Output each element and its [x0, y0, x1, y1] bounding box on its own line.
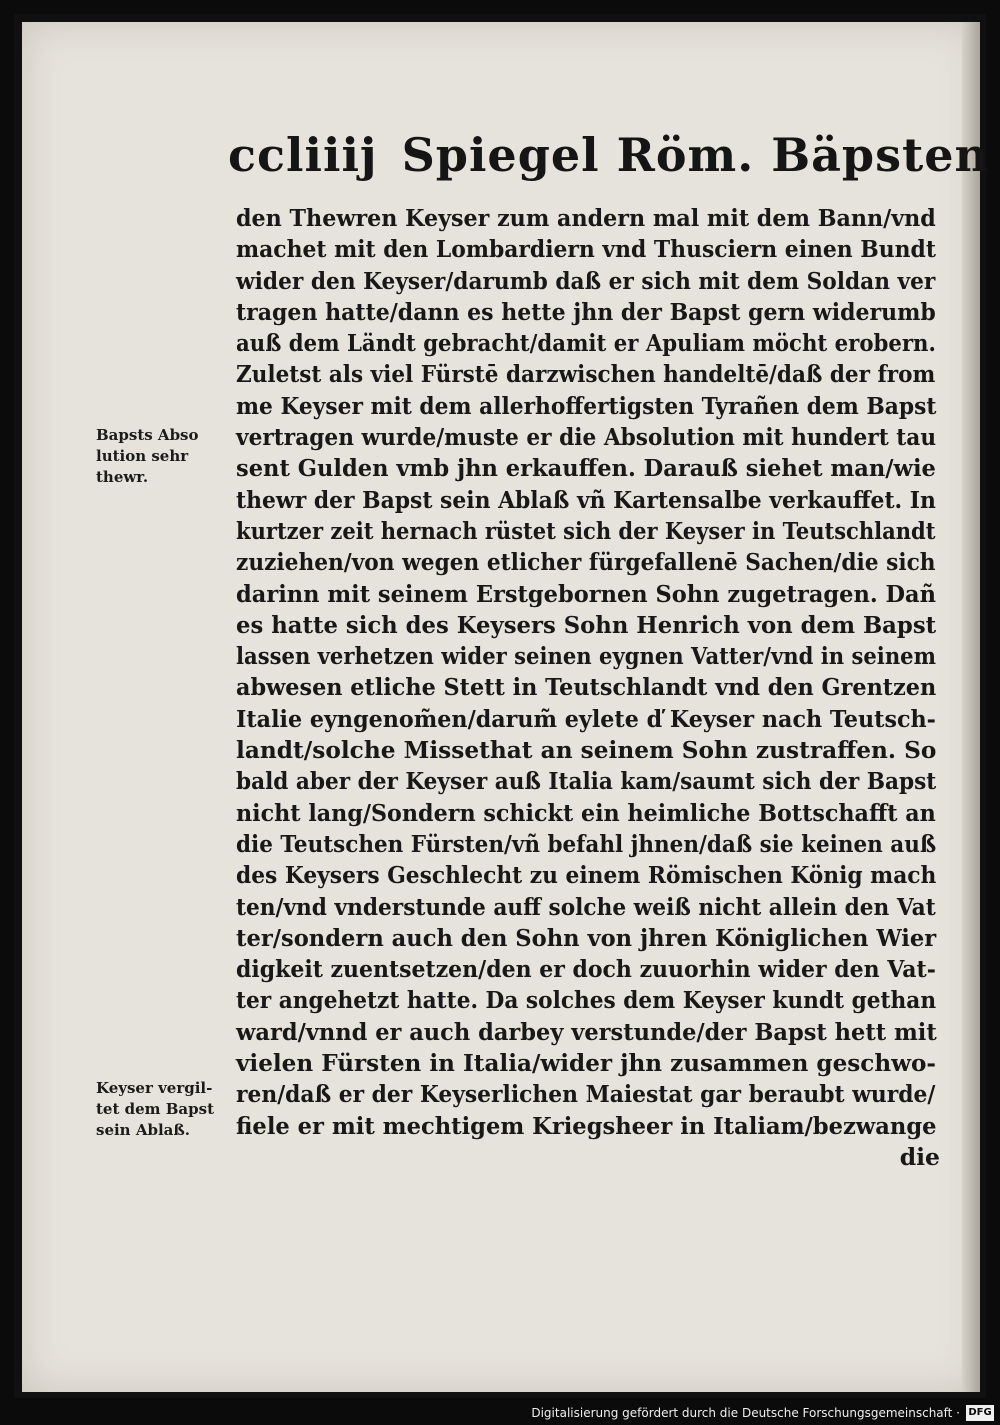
margin-note-line: Bapsts Abso — [96, 426, 199, 444]
margin-note-keyser — [96, 1078, 246, 1141]
text-line: ter/sondern auch den Sohn von jhren Königlichen Wier — [236, 923, 937, 952]
text-line: vielen Fürsten in Italia/wider jhn zusammen geschwo- — [236, 1049, 937, 1078]
digitization-credit: Digitalisierung gefördert durch die Deutsche Forschungsgemeinschaft · — [531, 1406, 960, 1420]
catchword: die — [899, 1142, 940, 1171]
footer-bar — [0, 1399, 1000, 1425]
margin-note-line: lution sehr — [96, 447, 189, 465]
text-line: thewr der Bapst sein Ablaß vñ Kartensalbe verkauffet. In — [236, 485, 936, 514]
text-line: Italie eyngenom̃en/darum̃ eylete ď Keyser nach Teutsch- — [236, 704, 936, 733]
text-line: me Keyser mit dem allerhoffertigsten Tyrañen dem Bapst — [236, 391, 937, 420]
text-line: ward/vnnd er auch darbey verstunde/der Bapst hett mit — [236, 1017, 937, 1046]
text-line: nicht lang/Sondern schickt ein heimliche Bottschafft an — [236, 798, 936, 827]
text-line: bald aber der Keyser auß Italia kam/saumt sich der Bapst — [236, 767, 937, 796]
text-line: es hatte sich des Keysers Sohn Henrich von dem Bapst — [236, 610, 937, 639]
dfg-logo: DFG — [966, 1405, 994, 1421]
body-text — [236, 203, 940, 1173]
text-line: ten/vnd vnderstunde auff solche weiß nicht allein den Vat — [236, 892, 936, 921]
text-line: abwesen etliche Stett in Teutschlandt vnd den Grentzen — [236, 673, 937, 702]
page-edge — [962, 22, 980, 1392]
margin-note-line: sein Ablaß. — [96, 1121, 190, 1139]
running-title: Spiegel Röm. Bäpsten — [401, 128, 989, 182]
text-line: ren/daß er der Keyserlichen Maiestat gar beraubt wurde/ — [236, 1080, 936, 1109]
text-line: des Keysers Geschlecht zu einem Römischen König mach — [236, 861, 937, 890]
text-line: darinn mit seinem Erstgebornen Sohn zugetragen. Dañ — [236, 579, 937, 608]
text-line: machet mit den Lombardiern vnd Thusciern einen Bundt — [236, 235, 936, 264]
margin-note-line: tet dem Bapst — [96, 1100, 215, 1118]
text-line: zuziehen/von wegen etlicher fürgefallenē Sachen/die sich — [236, 548, 936, 577]
text-line: wider den Keyser/darumb daß er sich mit dem Soldan ver — [236, 266, 936, 295]
page-header — [228, 128, 989, 182]
text-line: sent Gulden vmb jhn erkauffen. Darauß siehet man/wie — [236, 454, 936, 483]
text-line: ter angehetzt hatte. Da solches dem Keyser kundt gethan — [236, 986, 937, 1015]
text-line: die Teutschen Fürsten/vñ befahl jhnen/daß sie keinen auß — [236, 829, 937, 858]
text-line: auß dem Ländt gebracht/damit er Apuliam möcht erobern. — [236, 329, 936, 358]
text-line: digkeit zuentsetzen/den er doch zuuorhin wider den Vat- — [236, 955, 936, 984]
text-line: landt/solche Missethat an seinem Sohn zustraffen. So — [236, 736, 937, 765]
text-line: vertragen wurde/muste er die Absolution mit hundert tau — [236, 423, 937, 452]
text-line: tragen hatte/dann es hette jhn der Bapst gern widerumb — [236, 297, 936, 326]
text-line: lassen verhetzen wider seinen eygnen Vatter/vnd in seinem — [236, 642, 936, 671]
text-line: fiele er mit mechtigem Kriegsheer in Italiam/bezwange — [236, 1111, 937, 1140]
margin-note-line: thewr. — [96, 468, 149, 486]
folio-number: ccliiij — [228, 128, 378, 182]
text-line: Zuletst als viel Fürstē darzwischen handeltē/daß der from — [236, 360, 936, 389]
text-line: den Thewren Keyser zum andern mal mit dem Bann/vnd — [236, 204, 936, 232]
text-line: kurtzer zeit hernach rüstet sich der Keyser in Teutschlandt — [236, 516, 936, 545]
margin-note-line: Keyser vergil- — [96, 1079, 213, 1097]
margin-note-absolution — [96, 425, 246, 488]
